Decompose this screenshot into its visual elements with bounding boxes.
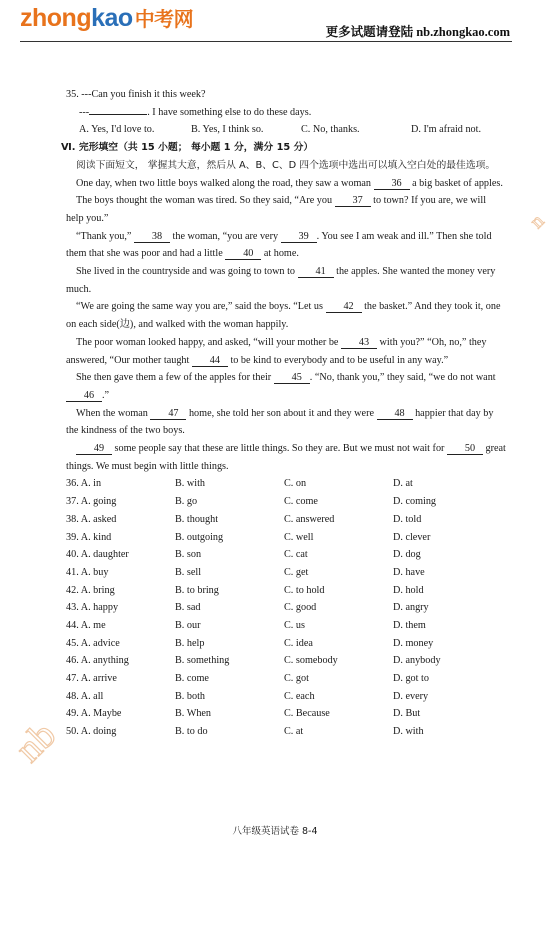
option-row-49: 49. A. Maybe B. When C. Because D. But bbox=[66, 708, 421, 720]
blank-42: 42 bbox=[326, 301, 362, 313]
section-instruction: 阅读下面短文， 掌握其大意，然后从 A、B、C、D 四个选项中选出可以填入空白处的最佳选项。 bbox=[76, 159, 496, 171]
option-row-37: 37. A. going B. go C. come D. coming bbox=[66, 496, 437, 508]
blank-41: 41 bbox=[298, 266, 334, 278]
watermark-nb-icon bbox=[8, 700, 68, 780]
option-row-39: 39. A. kind B. outgoing C. well D. clever bbox=[66, 531, 431, 543]
option-row-48: 48. A. all B. both C. each D. every bbox=[66, 690, 429, 702]
q35-option-d: D. I'm afraid not. bbox=[411, 124, 482, 136]
option-row-42: 42. A. bring B. to bring C. to hold D. hold bbox=[66, 584, 424, 596]
answer-options-table bbox=[66, 475, 506, 740]
option-row-38: 38. A. asked B. thought C. answered D. told bbox=[66, 513, 422, 525]
blank-37: 37 bbox=[335, 195, 371, 207]
header-divider bbox=[20, 41, 512, 42]
q35-question: 35. ---Can you finish it this week? bbox=[66, 89, 206, 100]
exam-content bbox=[61, 86, 506, 741]
page-header bbox=[0, 0, 550, 44]
blank-49: 49 bbox=[76, 443, 112, 455]
header-tagline: 更多试题请登陆 nb.zhongkao.com bbox=[325, 25, 510, 39]
passage-paragraph-4: She lived in the countryside and was going to town to 41 the apples. She wanted the money very much. bbox=[66, 266, 496, 295]
option-row-43: 43. A. happy B. sad C. good D. angry bbox=[66, 602, 429, 614]
option-row-46: 46. A. anything B. something C. somebody D. anybody bbox=[66, 655, 441, 667]
option-row-47: 47. A. arrive B. come C. got D. got to bbox=[66, 673, 429, 685]
passage-paragraph-7: She then gave them a few of the apples for their 45 . “No, thank you,” they said, “we do not want 46 .” bbox=[66, 369, 506, 404]
blank-40: 40 bbox=[225, 248, 261, 260]
blank-45: 45 bbox=[274, 372, 310, 384]
logo-cn: 中考网 bbox=[134, 9, 194, 31]
q35-response: --- . I have something else to do these days. bbox=[66, 104, 506, 122]
blank-36: 36 bbox=[374, 178, 410, 190]
svg-text:n: n bbox=[525, 210, 549, 233]
option-row-50: 50. A. doing B. to do C. at D. with bbox=[66, 726, 424, 738]
zhongkao-logo[interactable] bbox=[20, 3, 193, 33]
blank-48: 48 bbox=[377, 408, 413, 420]
option-row-36: 36. A. in B. with C. on D. at bbox=[66, 478, 413, 490]
blank-50: 50 bbox=[447, 443, 483, 455]
blank-43: 43 bbox=[341, 337, 377, 349]
passage-paragraph-5: “We are going the same way you are,” said the boys. “Let us 42 the basket.” And they took it, one on each side(边), and walked with the woman happily. bbox=[66, 301, 501, 331]
page-footer: 八年级英语试卷 8-4 bbox=[232, 826, 318, 837]
logo-latin: zhongkao bbox=[20, 4, 133, 32]
q35-option-a: A. Yes, I'd love to. bbox=[79, 124, 155, 136]
watermark-fragment-icon bbox=[525, 205, 550, 235]
passage-paragraph-8: When the woman 47 home, she told her son about it and they were 48 happier that day by the kindness of the two boys. bbox=[66, 407, 494, 437]
q35-option-b: B. Yes, I think so. bbox=[191, 124, 264, 136]
svg-text:nb: nb bbox=[7, 713, 65, 771]
passage-paragraph-2: The boys thought the woman was tired. So they said, “Are you 37 to town? If you are, we will help you.” bbox=[66, 195, 487, 224]
passage-paragraph-6: The poor woman looked happy, and asked, “will your mother be 43 with you?” “Oh, no,” they answered, “Our mother taught 44 to be kind to everybody and to be useful in any way.” bbox=[66, 336, 487, 366]
section-heading: Ⅵ. 完形填空（共 15 小题； 每小题 1 分，满分 15 分） bbox=[61, 142, 314, 154]
q35-blank bbox=[89, 104, 147, 115]
passage-paragraph-9: 49 some people say that these are little things. So they are. But we must not wait for 50 great things. We must begin with little things. bbox=[66, 443, 506, 472]
option-row-40: 40. A. daughter B. son C. cat D. dog bbox=[66, 549, 421, 561]
option-row-45: 45. A. advice B. help C. idea D. money bbox=[66, 637, 434, 649]
blank-47: 47 bbox=[150, 408, 186, 420]
option-row-44: 44. A. me B. our C. us D. them bbox=[66, 619, 426, 631]
q35-options bbox=[66, 121, 506, 139]
q35-option-c: C. No, thanks. bbox=[301, 124, 360, 136]
passage-paragraph-1: One day, when two little boys walked along the road, they saw a woman 36 a big basket of apples. bbox=[76, 177, 503, 189]
option-row-41: 41. A. buy B. sell C. get D. have bbox=[66, 566, 425, 578]
blank-44: 44 bbox=[192, 355, 228, 367]
passage-paragraph-3: “Thank you,” 38 the woman, “you are very 39 . You see I am weak and ill.” Then she told them that she was poor and had a little 40 at home. bbox=[66, 230, 492, 260]
blank-39: 39 bbox=[281, 231, 317, 243]
blank-46: 46 bbox=[66, 390, 102, 402]
blank-38: 38 bbox=[134, 231, 170, 243]
